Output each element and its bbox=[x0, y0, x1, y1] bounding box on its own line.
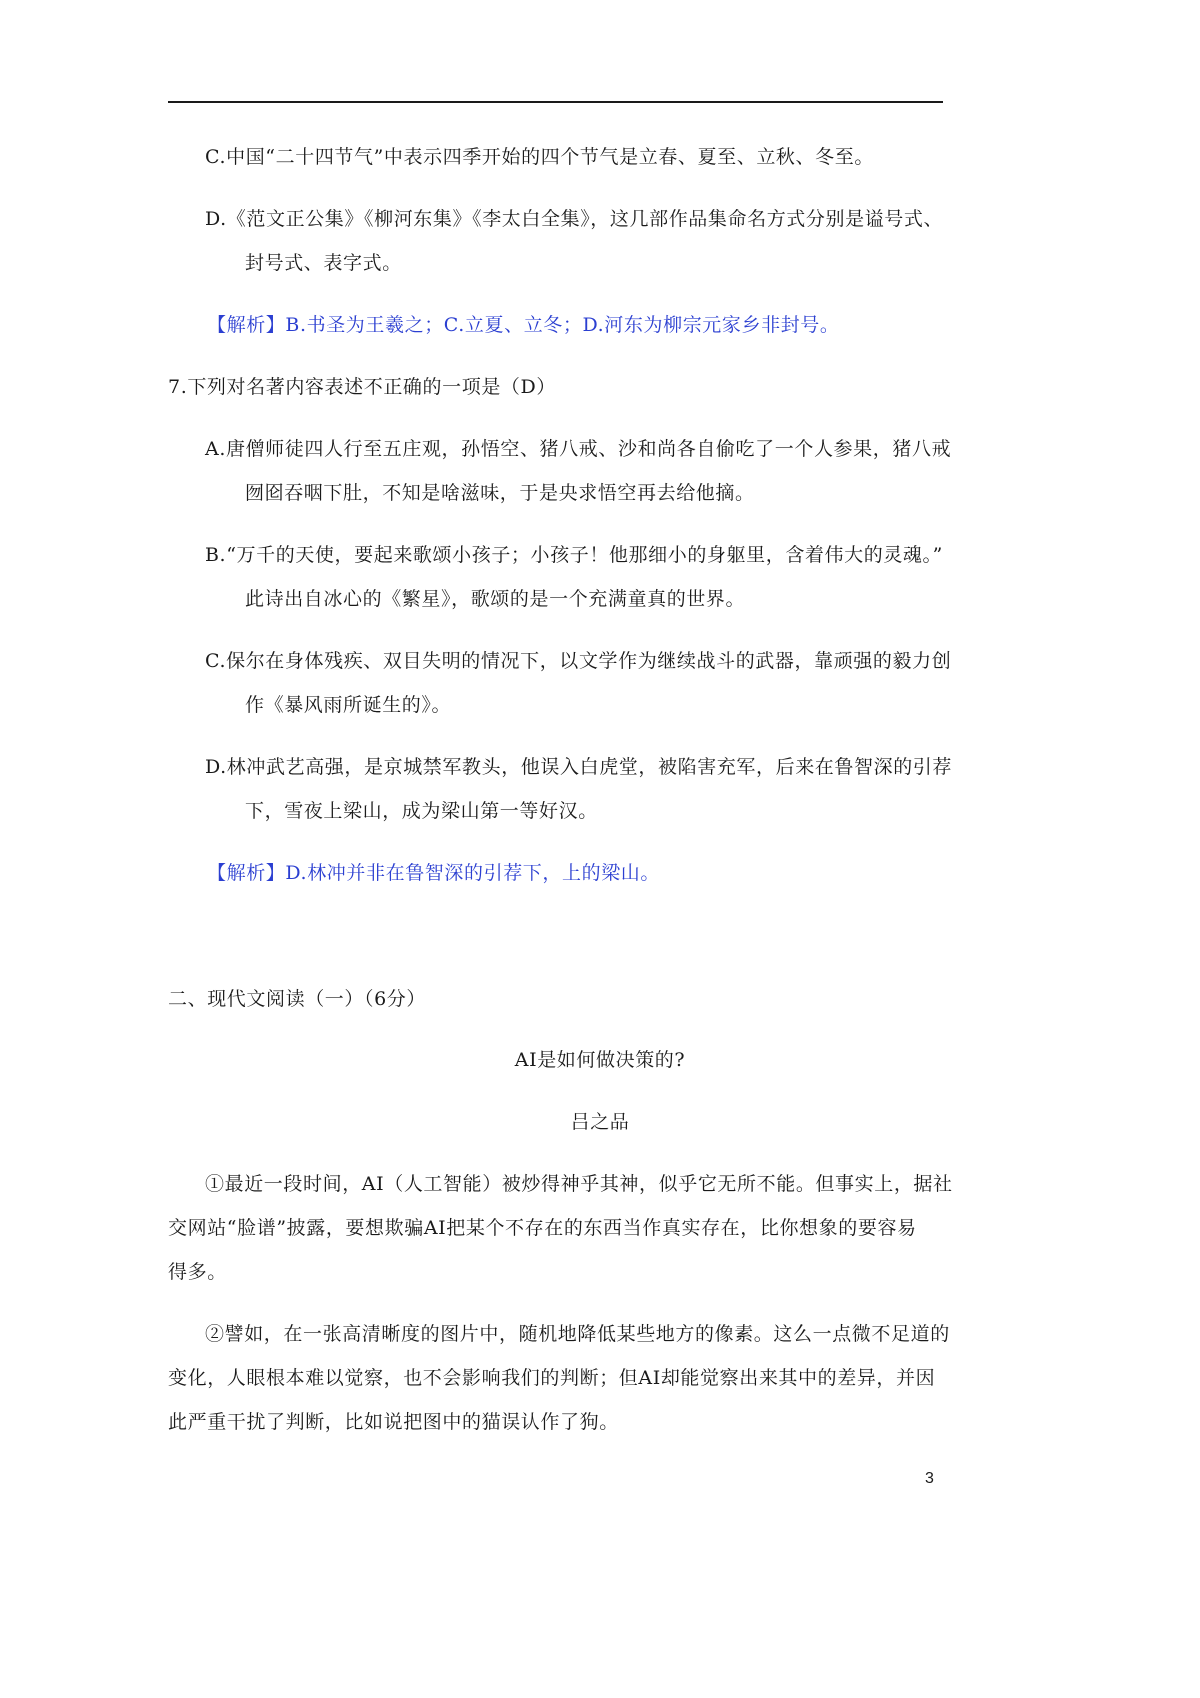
q7-option-a-line2: 囫囵吞咽下肚，不知是啥滋味，于是央求悟空再去给他摘。 bbox=[245, 482, 755, 504]
q7-option-b-line1: B.“万千的天使，要起来歌颂小孩子；小孩子！他那细小的身躯里，含着伟大的灵魂。” bbox=[205, 544, 943, 566]
q7-option-b-line2: 此诗出自冰心的《繁星》，歌颂的是一个充满童真的世界。 bbox=[245, 588, 746, 610]
q7-question: 7.下列对名著内容表述不正确的一项是（D） bbox=[168, 376, 556, 398]
q6-option-d-line1: D.《范文正公集》《柳河东集》《李太白全集》，这几部作品集命名方式分别是谥号式、 bbox=[205, 208, 944, 230]
q7-analysis: 【解析】D.林冲并非在鲁智深的引荐下，上的梁山。 bbox=[207, 862, 660, 884]
page-number: 3 bbox=[925, 1470, 934, 1487]
para2-line1: ②譬如，在一张高清晰度的图片中，随机地降低某些地方的像素。这么一点微不足道的 bbox=[205, 1323, 950, 1345]
para2-line3: 此严重干扰了判断，比如说把图中的猫误认作了狗。 bbox=[168, 1411, 619, 1433]
q7-option-d-line2: 下，雪夜上梁山，成为梁山第一等好汉。 bbox=[245, 800, 598, 822]
q6-analysis: 【解析】B.书圣为王羲之；C.立夏、立冬；D.河东为柳宗元家乡非封号。 bbox=[207, 314, 840, 336]
para1-line1: ①最近一段时间，AI（人工智能）被炒得神乎其神，似乎它无所不能。但事实上，据社 bbox=[205, 1173, 953, 1195]
para1-line3: 得多。 bbox=[168, 1261, 227, 1283]
q7-option-c-line1: C.保尔在身体残疾、双目失明的情况下，以文学作为继续战斗的武器，靠顽强的毅力创 bbox=[205, 650, 952, 672]
q7-option-c-line2: 作《暴风雨所诞生的》。 bbox=[245, 694, 452, 716]
para1-line2: 交网站“脸谱”披露，要想欺骗AI把某个不存在的东西当作真实存在，比你想象的要容易 bbox=[168, 1217, 917, 1239]
q7-option-a-line1: A.唐僧师徒四人行至五庄观，孙悟空、猪八戒、沙和尚各自偷吃了一个人参果，猪八戒 bbox=[205, 438, 952, 460]
header-rule bbox=[168, 101, 943, 103]
q6-option-c: C.中国“二十四节气”中表示四季开始的四个节气是立春、夏至、立秋、冬至。 bbox=[205, 146, 874, 168]
section-heading: 二、现代文阅读（一）（6分） bbox=[168, 988, 426, 1010]
article-author: 吕之品 bbox=[570, 1111, 630, 1133]
para2-line2: 变化，人眼根本难以觉察，也不会影响我们的判断；但AI却能觉察出来其中的差异，并因 bbox=[168, 1367, 936, 1389]
article-title: AI是如何做决策的? bbox=[514, 1049, 686, 1071]
q7-option-d-line1: D.林冲武艺高强，是京城禁军教头，他误入白虎堂，被陷害充军，后来在鲁智深的引荐 bbox=[205, 756, 952, 778]
q6-option-d-line2: 封号式、表字式。 bbox=[245, 252, 402, 274]
